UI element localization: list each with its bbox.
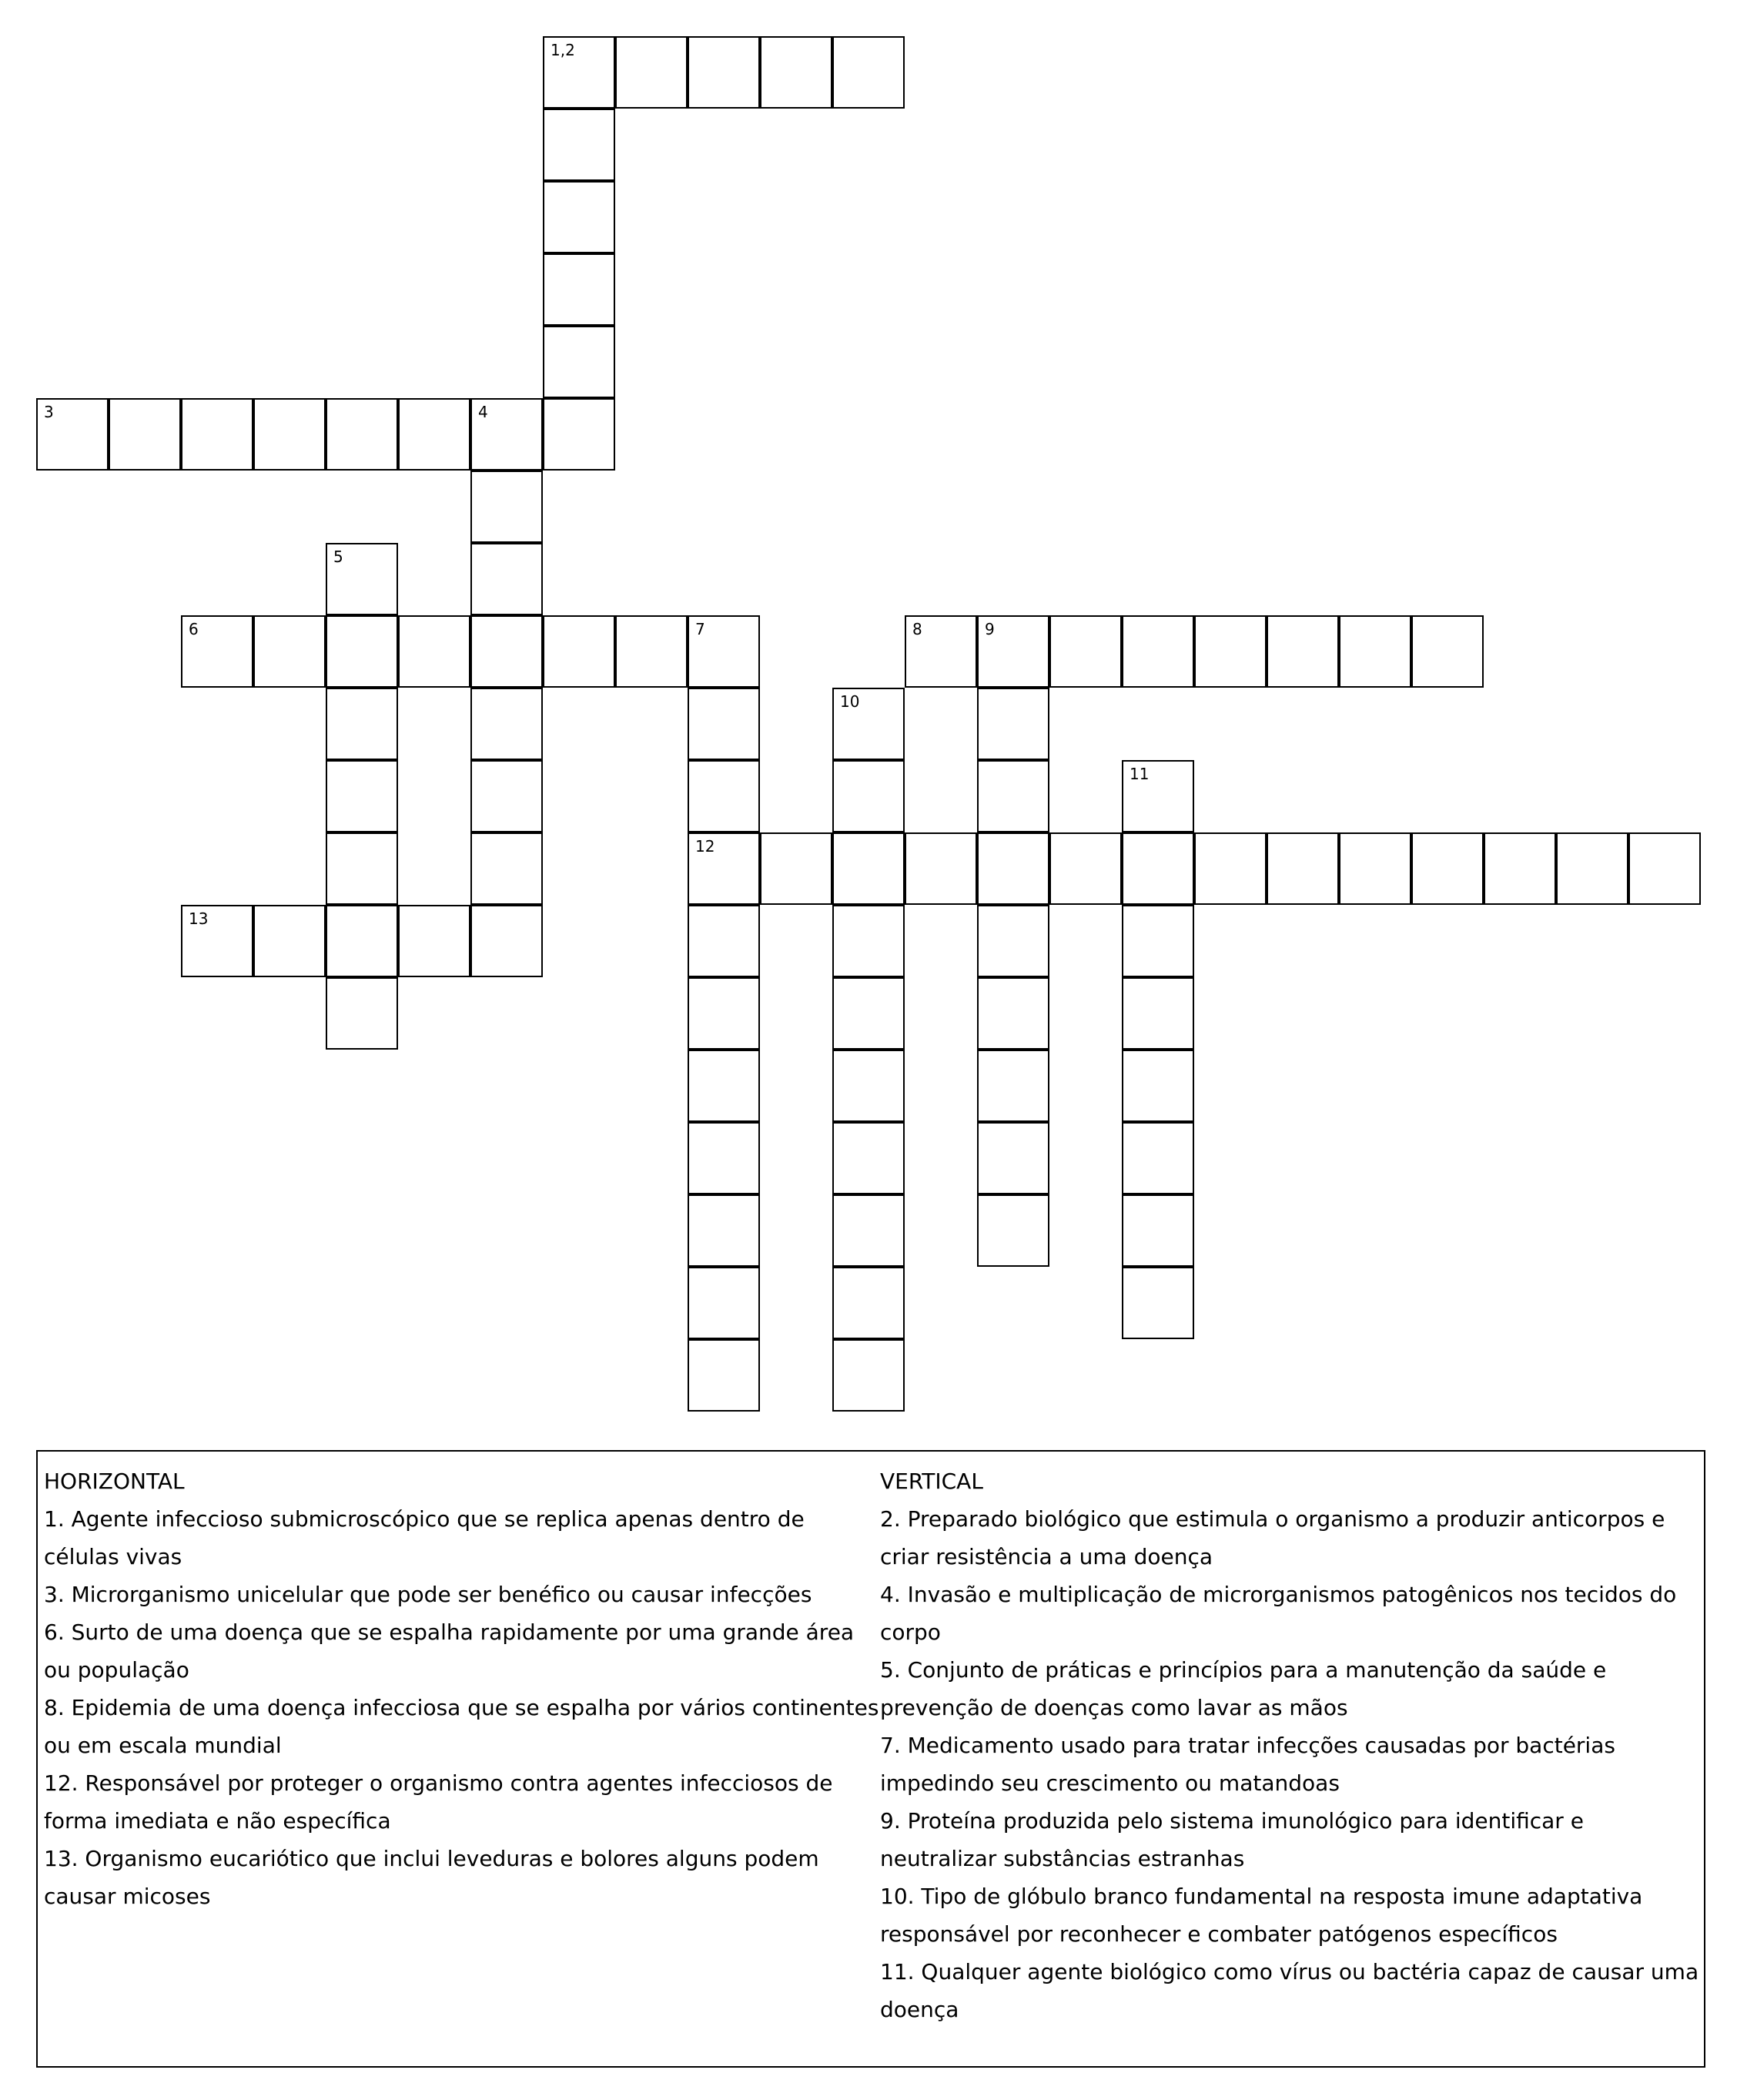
vertical-clues bbox=[880, 1462, 1704, 2028]
clue-horizontal-12: 12. Responsável por proteger o organismo contra agentes infecciosos de forma imediata e não específica bbox=[44, 1770, 833, 1834]
grid-cell[interactable] bbox=[1194, 832, 1267, 905]
grid-cell[interactable] bbox=[688, 1267, 760, 1339]
grid-cell[interactable] bbox=[109, 398, 181, 471]
grid-cell[interactable] bbox=[977, 1122, 1049, 1194]
grid-cell[interactable] bbox=[615, 615, 688, 688]
grid-cell[interactable] bbox=[470, 688, 543, 760]
grid-cell[interactable] bbox=[977, 1194, 1049, 1267]
cell-number: 3 bbox=[44, 403, 54, 421]
grid-cell[interactable] bbox=[688, 905, 760, 977]
grid-cell[interactable] bbox=[1122, 1267, 1194, 1339]
clues-panel bbox=[36, 1450, 1705, 2068]
grid-cell[interactable] bbox=[688, 977, 760, 1050]
grid-cell[interactable] bbox=[470, 398, 543, 471]
grid-cell[interactable] bbox=[832, 1050, 905, 1122]
grid-cell[interactable] bbox=[977, 905, 1049, 977]
grid-cell[interactable] bbox=[832, 1339, 905, 1412]
vertical-heading: VERTICAL bbox=[880, 1469, 983, 1494]
grid-cell[interactable] bbox=[543, 36, 615, 109]
grid-cell[interactable] bbox=[760, 832, 832, 905]
cell-number: 13 bbox=[189, 909, 209, 928]
cell-number: 6 bbox=[189, 620, 199, 638]
grid-cell[interactable] bbox=[543, 181, 615, 253]
grid-cell[interactable] bbox=[326, 615, 398, 688]
grid-cell[interactable] bbox=[1122, 832, 1194, 905]
grid-cell[interactable] bbox=[470, 760, 543, 832]
grid-cell[interactable] bbox=[832, 688, 905, 760]
cell-number: 4 bbox=[478, 403, 488, 421]
grid-cell[interactable] bbox=[326, 688, 398, 760]
cell-number: 8 bbox=[912, 620, 922, 638]
grid-cell[interactable] bbox=[470, 471, 543, 543]
grid-cell[interactable] bbox=[326, 398, 398, 471]
grid-cell[interactable] bbox=[470, 905, 543, 977]
cell-number: 12 bbox=[695, 837, 715, 856]
grid-cell[interactable] bbox=[832, 977, 905, 1050]
grid-cell[interactable] bbox=[36, 398, 109, 471]
grid-cell[interactable] bbox=[253, 615, 326, 688]
grid-cell[interactable] bbox=[1339, 615, 1411, 688]
grid-cell[interactable] bbox=[688, 1050, 760, 1122]
grid-cell[interactable] bbox=[1411, 832, 1484, 905]
grid-cell[interactable] bbox=[398, 398, 470, 471]
grid-cell[interactable] bbox=[398, 905, 470, 977]
cell-number: 1,2 bbox=[551, 41, 575, 59]
clue-horizontal-1: 1. Agente infeccioso submicroscópico que se replica apenas dentro de células vivas bbox=[44, 1506, 805, 1569]
grid-cell[interactable] bbox=[688, 1194, 760, 1267]
grid-cell[interactable] bbox=[1049, 832, 1122, 905]
grid-cell[interactable] bbox=[470, 615, 543, 688]
horizontal-heading: HORIZONTAL bbox=[44, 1469, 185, 1494]
grid-cell[interactable] bbox=[1122, 905, 1194, 977]
clue-vertical-9: 9. Proteína produzida pelo sistema imunológico para identificar e neutralizar substâncias estranhas bbox=[880, 1808, 1584, 1871]
grid-cell[interactable] bbox=[688, 760, 760, 832]
grid-cell[interactable] bbox=[326, 977, 398, 1050]
clue-vertical-7: 7. Medicamento usado para tratar infecções causadas por bactérias impedindo seu crescimento ou matandoas bbox=[880, 1733, 1615, 1796]
grid-cell[interactable] bbox=[832, 760, 905, 832]
grid-cell[interactable] bbox=[1122, 1122, 1194, 1194]
grid-cell[interactable] bbox=[832, 832, 905, 905]
clue-vertical-5: 5. Conjunto de práticas e princípios para a manutenção da saúde e prevenção de doenças como lavar as mãos bbox=[880, 1657, 1607, 1720]
clue-vertical-4: 4. Invasão e multiplicação de microrganismos patogênicos nos tecidos do corpo bbox=[880, 1582, 1677, 1645]
grid-cell[interactable] bbox=[543, 398, 615, 471]
grid-cell[interactable] bbox=[543, 109, 615, 181]
grid-cell[interactable] bbox=[905, 832, 977, 905]
grid-cell[interactable] bbox=[1122, 977, 1194, 1050]
grid-cell[interactable] bbox=[977, 615, 1049, 688]
grid-cell[interactable] bbox=[181, 905, 253, 977]
grid-cell[interactable] bbox=[832, 905, 905, 977]
clue-vertical-2: 2. Preparado biológico que estimula o organismo a produzir anticorpos e criar resistência a uma doença bbox=[880, 1506, 1665, 1569]
grid-cell[interactable] bbox=[326, 832, 398, 905]
grid-cell[interactable] bbox=[1339, 832, 1411, 905]
grid-cell[interactable] bbox=[977, 832, 1049, 905]
grid-cell[interactable] bbox=[688, 832, 760, 905]
grid-cell[interactable] bbox=[1122, 1194, 1194, 1267]
cell-number: 9 bbox=[985, 620, 995, 638]
grid-cell[interactable] bbox=[977, 688, 1049, 760]
grid-cell[interactable] bbox=[470, 832, 543, 905]
grid-cell[interactable] bbox=[326, 760, 398, 832]
grid-cell[interactable] bbox=[1267, 615, 1339, 688]
grid-cell[interactable] bbox=[1122, 760, 1194, 832]
grid-cell[interactable] bbox=[326, 905, 398, 977]
grid-cell[interactable] bbox=[470, 543, 543, 615]
grid-cell[interactable] bbox=[1122, 1050, 1194, 1122]
grid-cell[interactable] bbox=[326, 543, 398, 615]
horizontal-clues bbox=[44, 1462, 883, 1915]
cell-number: 10 bbox=[840, 692, 860, 711]
grid-cell[interactable] bbox=[181, 398, 253, 471]
grid-cell[interactable] bbox=[832, 1194, 905, 1267]
grid-cell[interactable] bbox=[688, 1339, 760, 1412]
grid-cell[interactable] bbox=[688, 1122, 760, 1194]
grid-cell[interactable] bbox=[1556, 832, 1628, 905]
grid-cell[interactable] bbox=[253, 905, 326, 977]
grid-cell[interactable] bbox=[832, 1267, 905, 1339]
grid-cell[interactable] bbox=[832, 1122, 905, 1194]
grid-cell[interactable] bbox=[543, 253, 615, 326]
clue-horizontal-6: 6. Surto de uma doença que se espalha rapidamente por uma grande área ou população bbox=[44, 1619, 855, 1683]
clue-horizontal-3: 3. Microrganismo unicelular que pode ser benéfico ou causar infecções bbox=[44, 1582, 812, 1607]
clue-vertical-11: 11. Qualquer agente biológico como vírus ou bactéria capaz de causar uma doença bbox=[880, 1959, 1699, 2022]
grid-cell[interactable] bbox=[1411, 615, 1484, 688]
cell-number: 5 bbox=[333, 548, 343, 566]
grid-cell[interactable] bbox=[615, 36, 688, 109]
grid-cell[interactable] bbox=[977, 1050, 1049, 1122]
grid-cell[interactable] bbox=[688, 615, 760, 688]
grid-cell[interactable] bbox=[1049, 615, 1122, 688]
grid-cell[interactable] bbox=[832, 36, 905, 109]
grid-cell[interactable] bbox=[905, 615, 977, 688]
grid-cell[interactable] bbox=[253, 398, 326, 471]
grid-cell[interactable] bbox=[1628, 832, 1701, 905]
cell-number: 11 bbox=[1130, 765, 1150, 783]
cell-number: 7 bbox=[695, 620, 705, 638]
grid-cell[interactable] bbox=[977, 760, 1049, 832]
grid-cell[interactable] bbox=[1484, 832, 1556, 905]
clue-vertical-10: 10. Tipo de glóbulo branco fundamental na resposta imune adaptativa responsável por reconhecer e combater patógenos específicos bbox=[880, 1884, 1643, 1947]
grid-cell[interactable] bbox=[760, 36, 832, 109]
grid-cell[interactable] bbox=[181, 615, 253, 688]
grid-cell[interactable] bbox=[1122, 615, 1194, 688]
grid-cell[interactable] bbox=[1267, 832, 1339, 905]
grid-cell[interactable] bbox=[543, 326, 615, 398]
grid-cell[interactable] bbox=[977, 977, 1049, 1050]
grid-cell[interactable] bbox=[398, 615, 470, 688]
grid-cell[interactable] bbox=[543, 615, 615, 688]
clue-horizontal-8: 8. Epidemia de uma doença infecciosa que se espalha por vários continentes ou em escala mundial bbox=[44, 1695, 879, 1758]
grid-cell[interactable] bbox=[688, 688, 760, 760]
grid-cell[interactable] bbox=[1194, 615, 1267, 688]
grid-cell[interactable] bbox=[688, 36, 760, 109]
clue-horizontal-13: 13. Organismo eucariótico que inclui leveduras e bolores alguns podem causar micoses bbox=[44, 1846, 819, 1909]
